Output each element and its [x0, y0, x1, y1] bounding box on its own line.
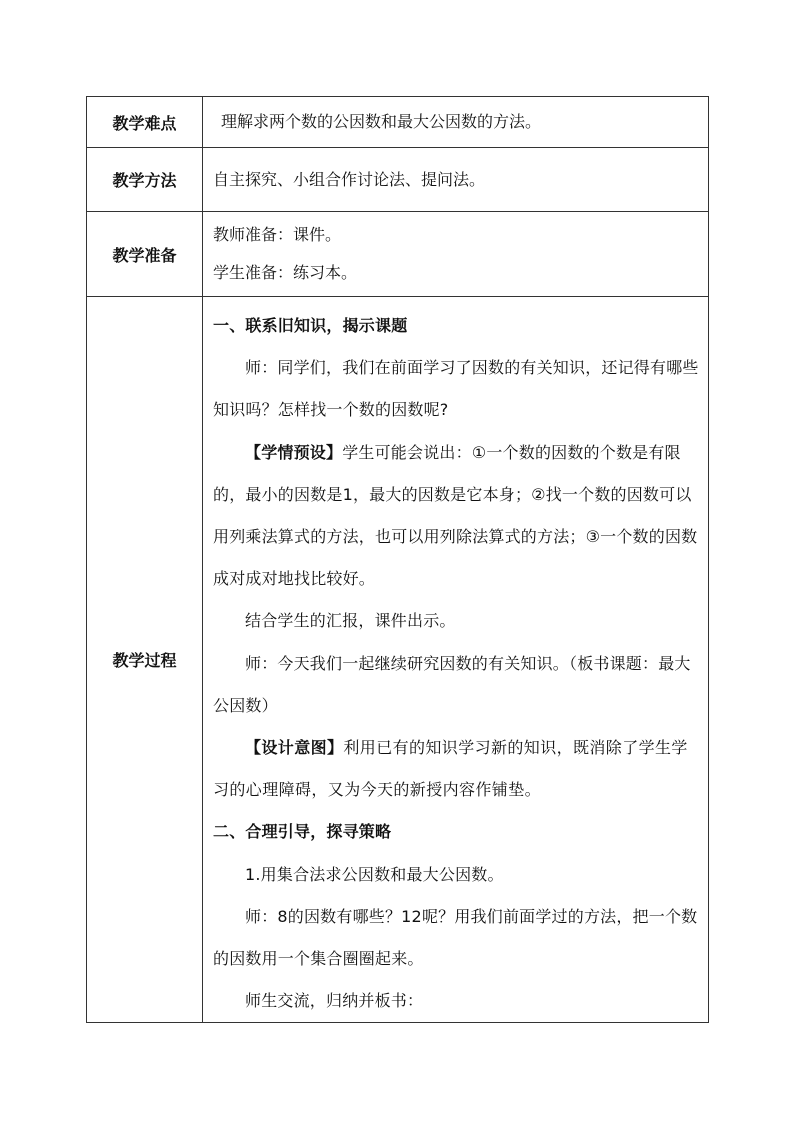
section-heading-2: 二、合理引导，探寻策略	[213, 822, 392, 842]
student-preparation: 学生准备：练习本。	[213, 263, 358, 282]
paragraph-summary: 师生交流，归纳并板书：	[245, 991, 424, 1011]
row-label-process: 教学过程	[87, 297, 203, 1023]
row-content-difficulty	[203, 97, 709, 148]
row-content-preparation	[203, 212, 709, 297]
method-text: 自主探究、小组合作讨论法、提问法。	[213, 169, 486, 189]
learning-preview-tag: 【学情预设】	[245, 442, 343, 462]
row-label-preparation: 教学准备	[87, 212, 203, 297]
row-label-method: 教学方法	[87, 148, 203, 212]
table-row	[87, 97, 709, 148]
difficulty-text: 理解求两个数的公因数和最大公因数的方法。	[221, 112, 542, 131]
row-label-difficulty: 教学难点	[87, 97, 203, 148]
paragraph-topic: 师：今天我们一起继续研究因数的有关知识。（板书课题：最大公因数）	[213, 653, 691, 715]
learning-preview-text: 学生可能会说出：①一个数的因数的个数是有限的，最小的因数是1，最大的因数是它本身；②找一个数的因数可以用列乘法算式的方法，也可以用列除法算式的方法；③一个数的因数成对成对地找比较好。	[213, 442, 698, 589]
paragraph-design-intent	[213, 727, 700, 811]
paragraph-learning-preview	[213, 432, 700, 601]
preparation-text	[203, 225, 708, 283]
section-heading-1: 一、联系旧知识，揭示课题	[213, 316, 408, 335]
paragraph-teacher-question: 师：同学们，我们在前面学习了因数的有关知识，还记得有哪些知识吗？怎样找一个数的因数呢?	[213, 358, 699, 420]
paragraph-set-method: 1.用集合法求公因数和最大公因数。	[245, 864, 504, 884]
design-intent-text: 利用已有的知识学习新的知识，既消除了学生学习的心理障碍，又为今天的新授内容作铺垫。	[213, 738, 688, 800]
table-row	[87, 297, 709, 1023]
row-content-method	[203, 148, 709, 212]
table-row	[87, 148, 709, 212]
lesson-plan-table	[86, 96, 709, 1023]
design-intent-tag: 【设计意图】	[245, 738, 344, 758]
process-text	[203, 305, 708, 1022]
row-content-process	[203, 297, 709, 1023]
paragraph-courseware: 结合学生的汇报，课件出示。	[245, 611, 456, 631]
table-row	[87, 212, 709, 297]
paragraph-factors-question: 师：8的因数有哪些？12呢？用我们前面学过的方法，把一个数的因数用一个集合圈圈起来。	[213, 906, 698, 969]
teacher-preparation: 教师准备：课件。	[213, 225, 342, 244]
